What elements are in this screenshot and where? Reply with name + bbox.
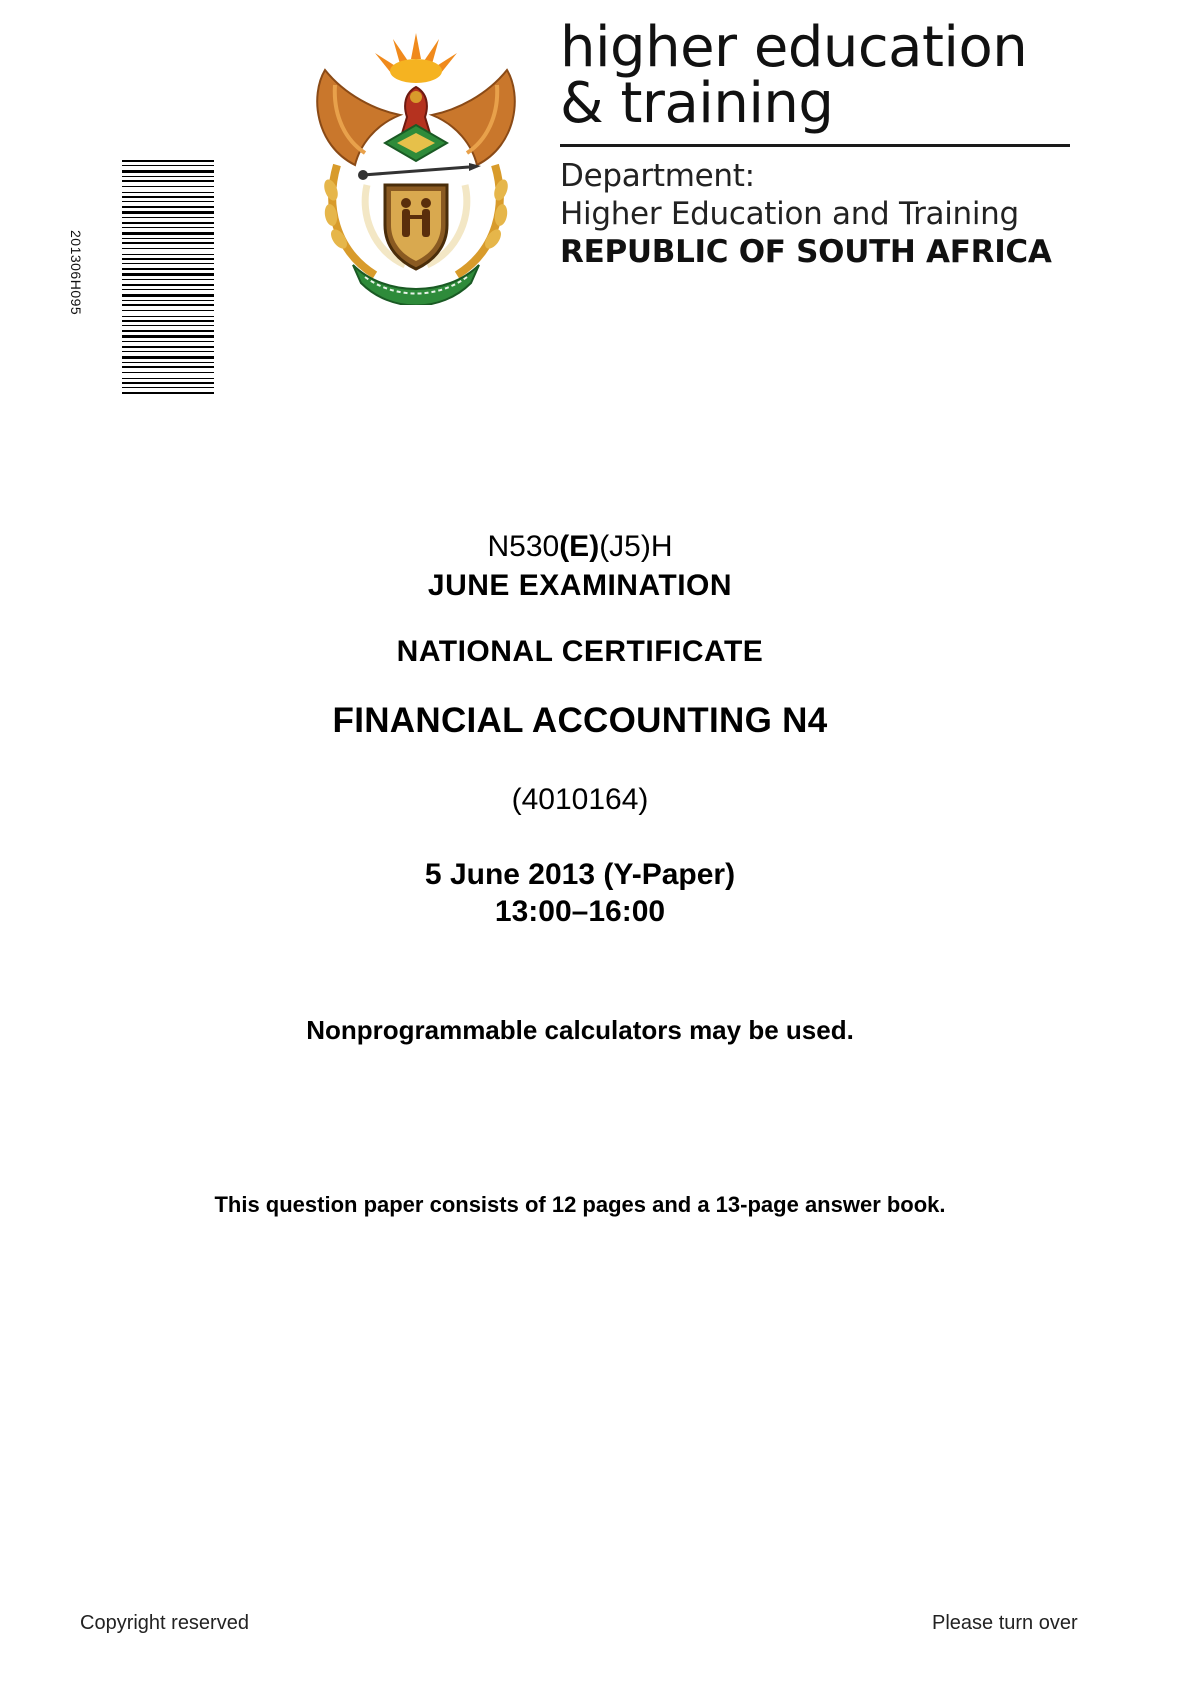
subject-title: FINANCIAL ACCOUNTING N4 (332, 701, 828, 740)
paper-code-prefix: N530 (487, 530, 560, 563)
paper-code-suffix: (J5)H (599, 530, 673, 563)
exam-date: 5 June 2013 (Y-Paper) (424, 858, 736, 891)
copyright-notice: Copyright reserved (80, 1612, 249, 1634)
certificate-title: NATIONAL CERTIFICATE (396, 635, 764, 668)
department-label: Department: (560, 158, 755, 194)
dept-divider (560, 144, 1070, 147)
paper-code-language: (E) (559, 530, 600, 563)
barcode (122, 160, 214, 396)
department-name: Higher Education and Training (560, 196, 1019, 232)
calculator-note: Nonprogrammable calculators may be used. (306, 1015, 854, 1045)
country-name: REPUBLIC OF SOUTH AFRICA (560, 234, 1052, 270)
exam-time: 13:00–16:00 (494, 895, 666, 928)
paper-code (0, 530, 1160, 564)
subject-code: (4010164) (511, 783, 649, 816)
turn-over-notice: Please turn over (932, 1612, 1078, 1634)
barcode-number: 201306H095 (68, 230, 84, 316)
south-africa-coat-of-arms-icon (305, 25, 527, 305)
dept-heading-line2: & training (560, 71, 834, 136)
exam-session: JUNE EXAMINATION (427, 569, 733, 602)
pages-note: This question paper consists of 12 pages and a 13-page answer book. (214, 1192, 946, 1217)
department-header (560, 15, 1070, 271)
dept-heading-line1: higher education (560, 15, 1028, 80)
